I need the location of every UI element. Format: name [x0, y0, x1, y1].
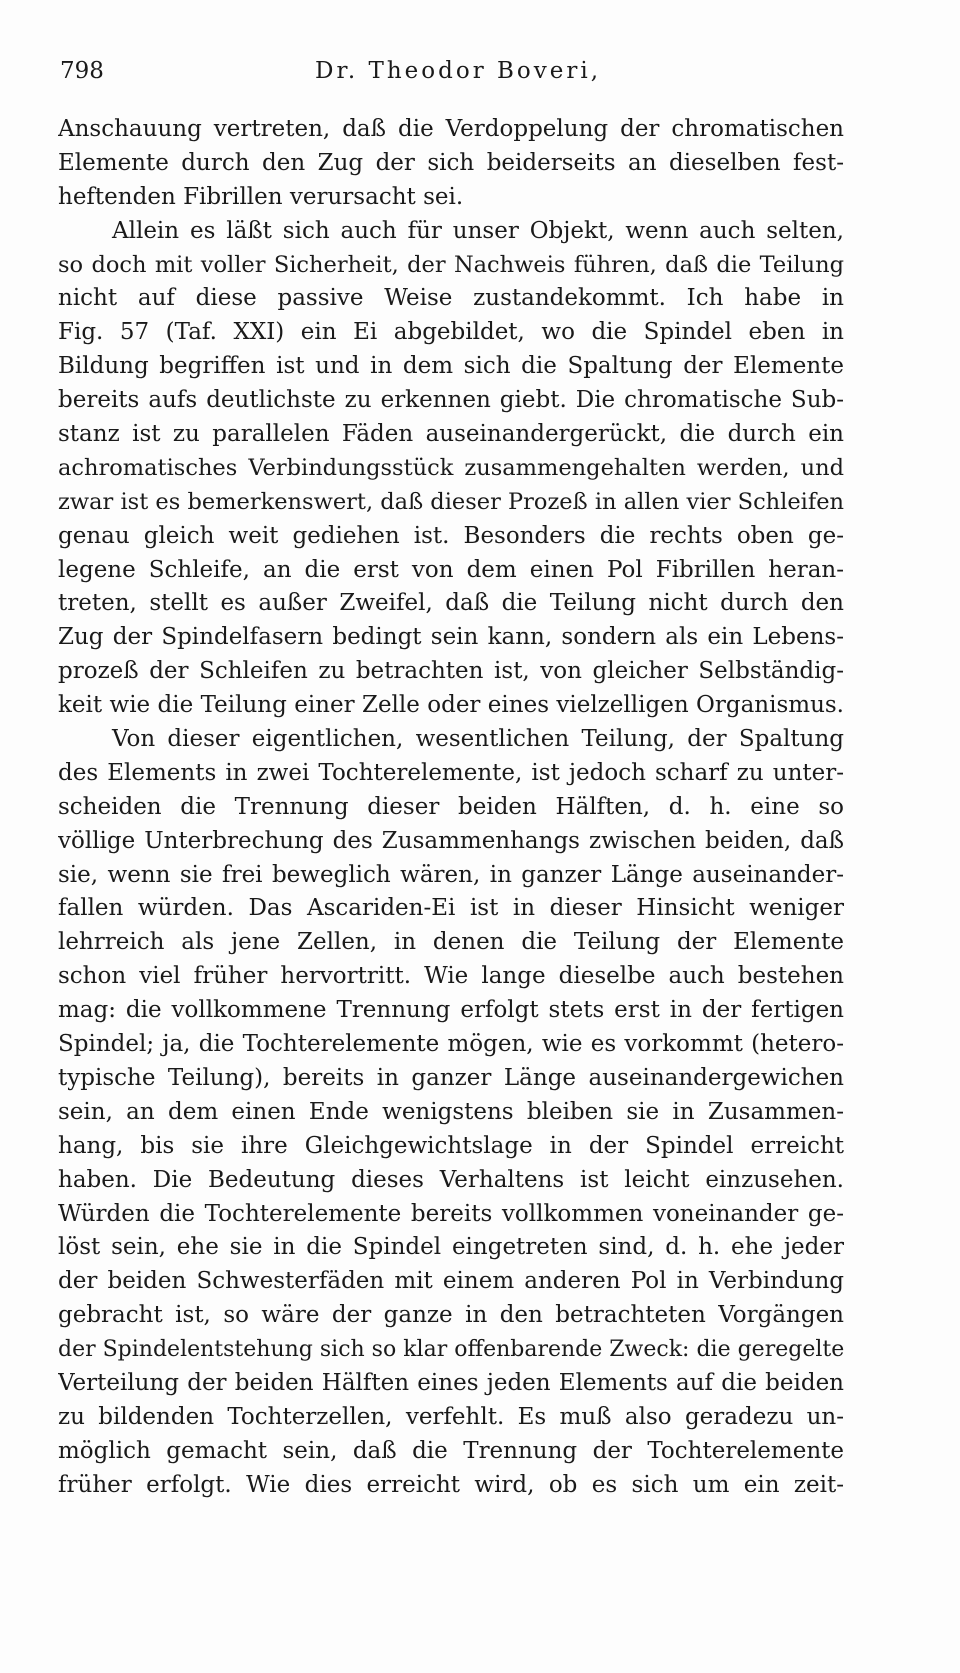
text-line: Anschauung vertreten, daß die Verdoppelung der chromatischen	[58, 116, 844, 142]
text-line: völlige Unterbrechung des Zusammenhangs zwischen beiden, daß	[58, 827, 844, 854]
page-number: 798	[60, 58, 104, 84]
text-line: Von dieser eigentlichen, wesentlichen Teilung, der Spaltung	[112, 726, 844, 753]
text-line: haben. Die Bedeutung dieses Verhaltens ist leicht einzusehen.	[58, 1166, 844, 1193]
text-line: Fig. 57 (Taf. XXI) ein Ei abgebildet, wo die Spindel eben in	[58, 319, 844, 346]
text-line: gebracht ist, so wäre der ganze in den betrachteten Vorgängen	[58, 1302, 844, 1329]
text-line: nicht auf diese passive Weise zustandekommt. Ich habe in	[58, 285, 844, 312]
text-line: sein, an dem einen Ende wenigstens bleiben sie in Zusammen-	[58, 1098, 844, 1125]
text-line: Elemente durch den Zug der sich beiderseits an dieselben fest-	[58, 149, 844, 176]
text-line: prozeß der Schleifen zu betrachten ist, von gleicher Selbständig-	[58, 658, 844, 685]
text-line: hang, bis sie ihre Gleichgewichtslage in der Spindel erreicht	[58, 1132, 844, 1159]
text-line: früher erfolgt. Wie dies erreicht wird, ob es sich um ein zeit-	[58, 1471, 844, 1498]
text-line: heftenden Fibrillen verursacht sei.	[58, 183, 464, 210]
text-line: lehrreich als jene Zellen, in denen die Teilung der Elemente	[58, 929, 844, 956]
text-line: stanz ist zu parallelen Fäden auseinandergerückt, die durch ein	[58, 421, 844, 448]
text-line: Bildung begriffen ist und in dem sich die Spaltung der Elemente	[58, 353, 844, 380]
text-line: genau gleich weit gediehen ist. Besonders die rechts oben ge-	[58, 522, 844, 549]
text-line: achromatisches Verbindungsstück zusammengehalten werden, und	[58, 454, 844, 481]
text-line: legene Schleife, an die erst von dem einen Pol Fibrillen heran-	[58, 556, 844, 583]
text-line: scheiden die Trennung dieser beiden Hälften, d. h. eine so	[58, 793, 844, 820]
text-line: der beiden Schwesterfäden mit einem anderen Pol in Verbindung	[58, 1268, 844, 1295]
text-line: des Elements in zwei Tochterelemente, ist jedoch scharf zu unter-	[58, 759, 844, 786]
text-line: typische Teilung), bereits in ganzer Länge auseinandergewichen	[58, 1064, 844, 1091]
text-line: Spindel; ja, die Tochterelemente mögen, wie es vorkommt (hetero-	[58, 1031, 844, 1058]
text-line: Allein es läßt sich auch für unser Objekt, wenn auch selten,	[112, 217, 844, 244]
text-line: schon viel früher hervortritt. Wie lange dieselbe auch bestehen	[58, 963, 844, 990]
text-line: so doch mit voller Sicherheit, der Nachweis führen, daß die Teilung	[58, 251, 844, 278]
text-line: Verteilung der beiden Hälften eines jeden Elements auf die beiden	[58, 1369, 844, 1396]
text-line: möglich gemacht sein, daß die Trennung der Tochterelemente	[58, 1437, 844, 1464]
running-head: Dr. Theodor Boveri,	[315, 58, 602, 84]
text-line: treten, stellt es außer Zweifel, daß die Teilung nicht durch den	[58, 590, 844, 617]
page-header	[60, 58, 850, 98]
text-line: löst sein, ehe sie in die Spindel eingetreten sind, d. h. ehe jeder	[58, 1234, 844, 1261]
text-line: mag: die vollkommene Trennung erfolgt stets erst in der fertigen	[58, 997, 844, 1024]
text-line: der Spindelentstehung sich so klar offenbarende Zweck: die geregelte	[58, 1337, 844, 1363]
text-line: fallen würden. Das Ascariden-Ei ist in dieser Hinsicht weniger	[58, 895, 844, 922]
text-line: keit wie die Teilung einer Zelle oder eines vielzelligen Organismus.	[58, 692, 844, 719]
body-text	[58, 113, 844, 1503]
text-line: bereits aufs deutlichste zu erkennen giebt. Die chromatische Sub-	[58, 387, 844, 414]
text-line: Würden die Tochterelemente bereits vollkommen voneinander ge-	[58, 1200, 844, 1227]
text-line: zu bildenden Tochterzellen, verfehlt. Es muß also geradezu un-	[58, 1403, 844, 1430]
text-line: sie, wenn sie frei beweglich wären, in ganzer Länge auseinander-	[58, 861, 844, 888]
text-line: zwar ist es bemerkenswert, daß dieser Prozeß in allen vier Schleifen	[58, 488, 844, 515]
text-line: Zug der Spindelfasern bedingt sein kann, sondern als ein Lebens-	[58, 624, 844, 651]
